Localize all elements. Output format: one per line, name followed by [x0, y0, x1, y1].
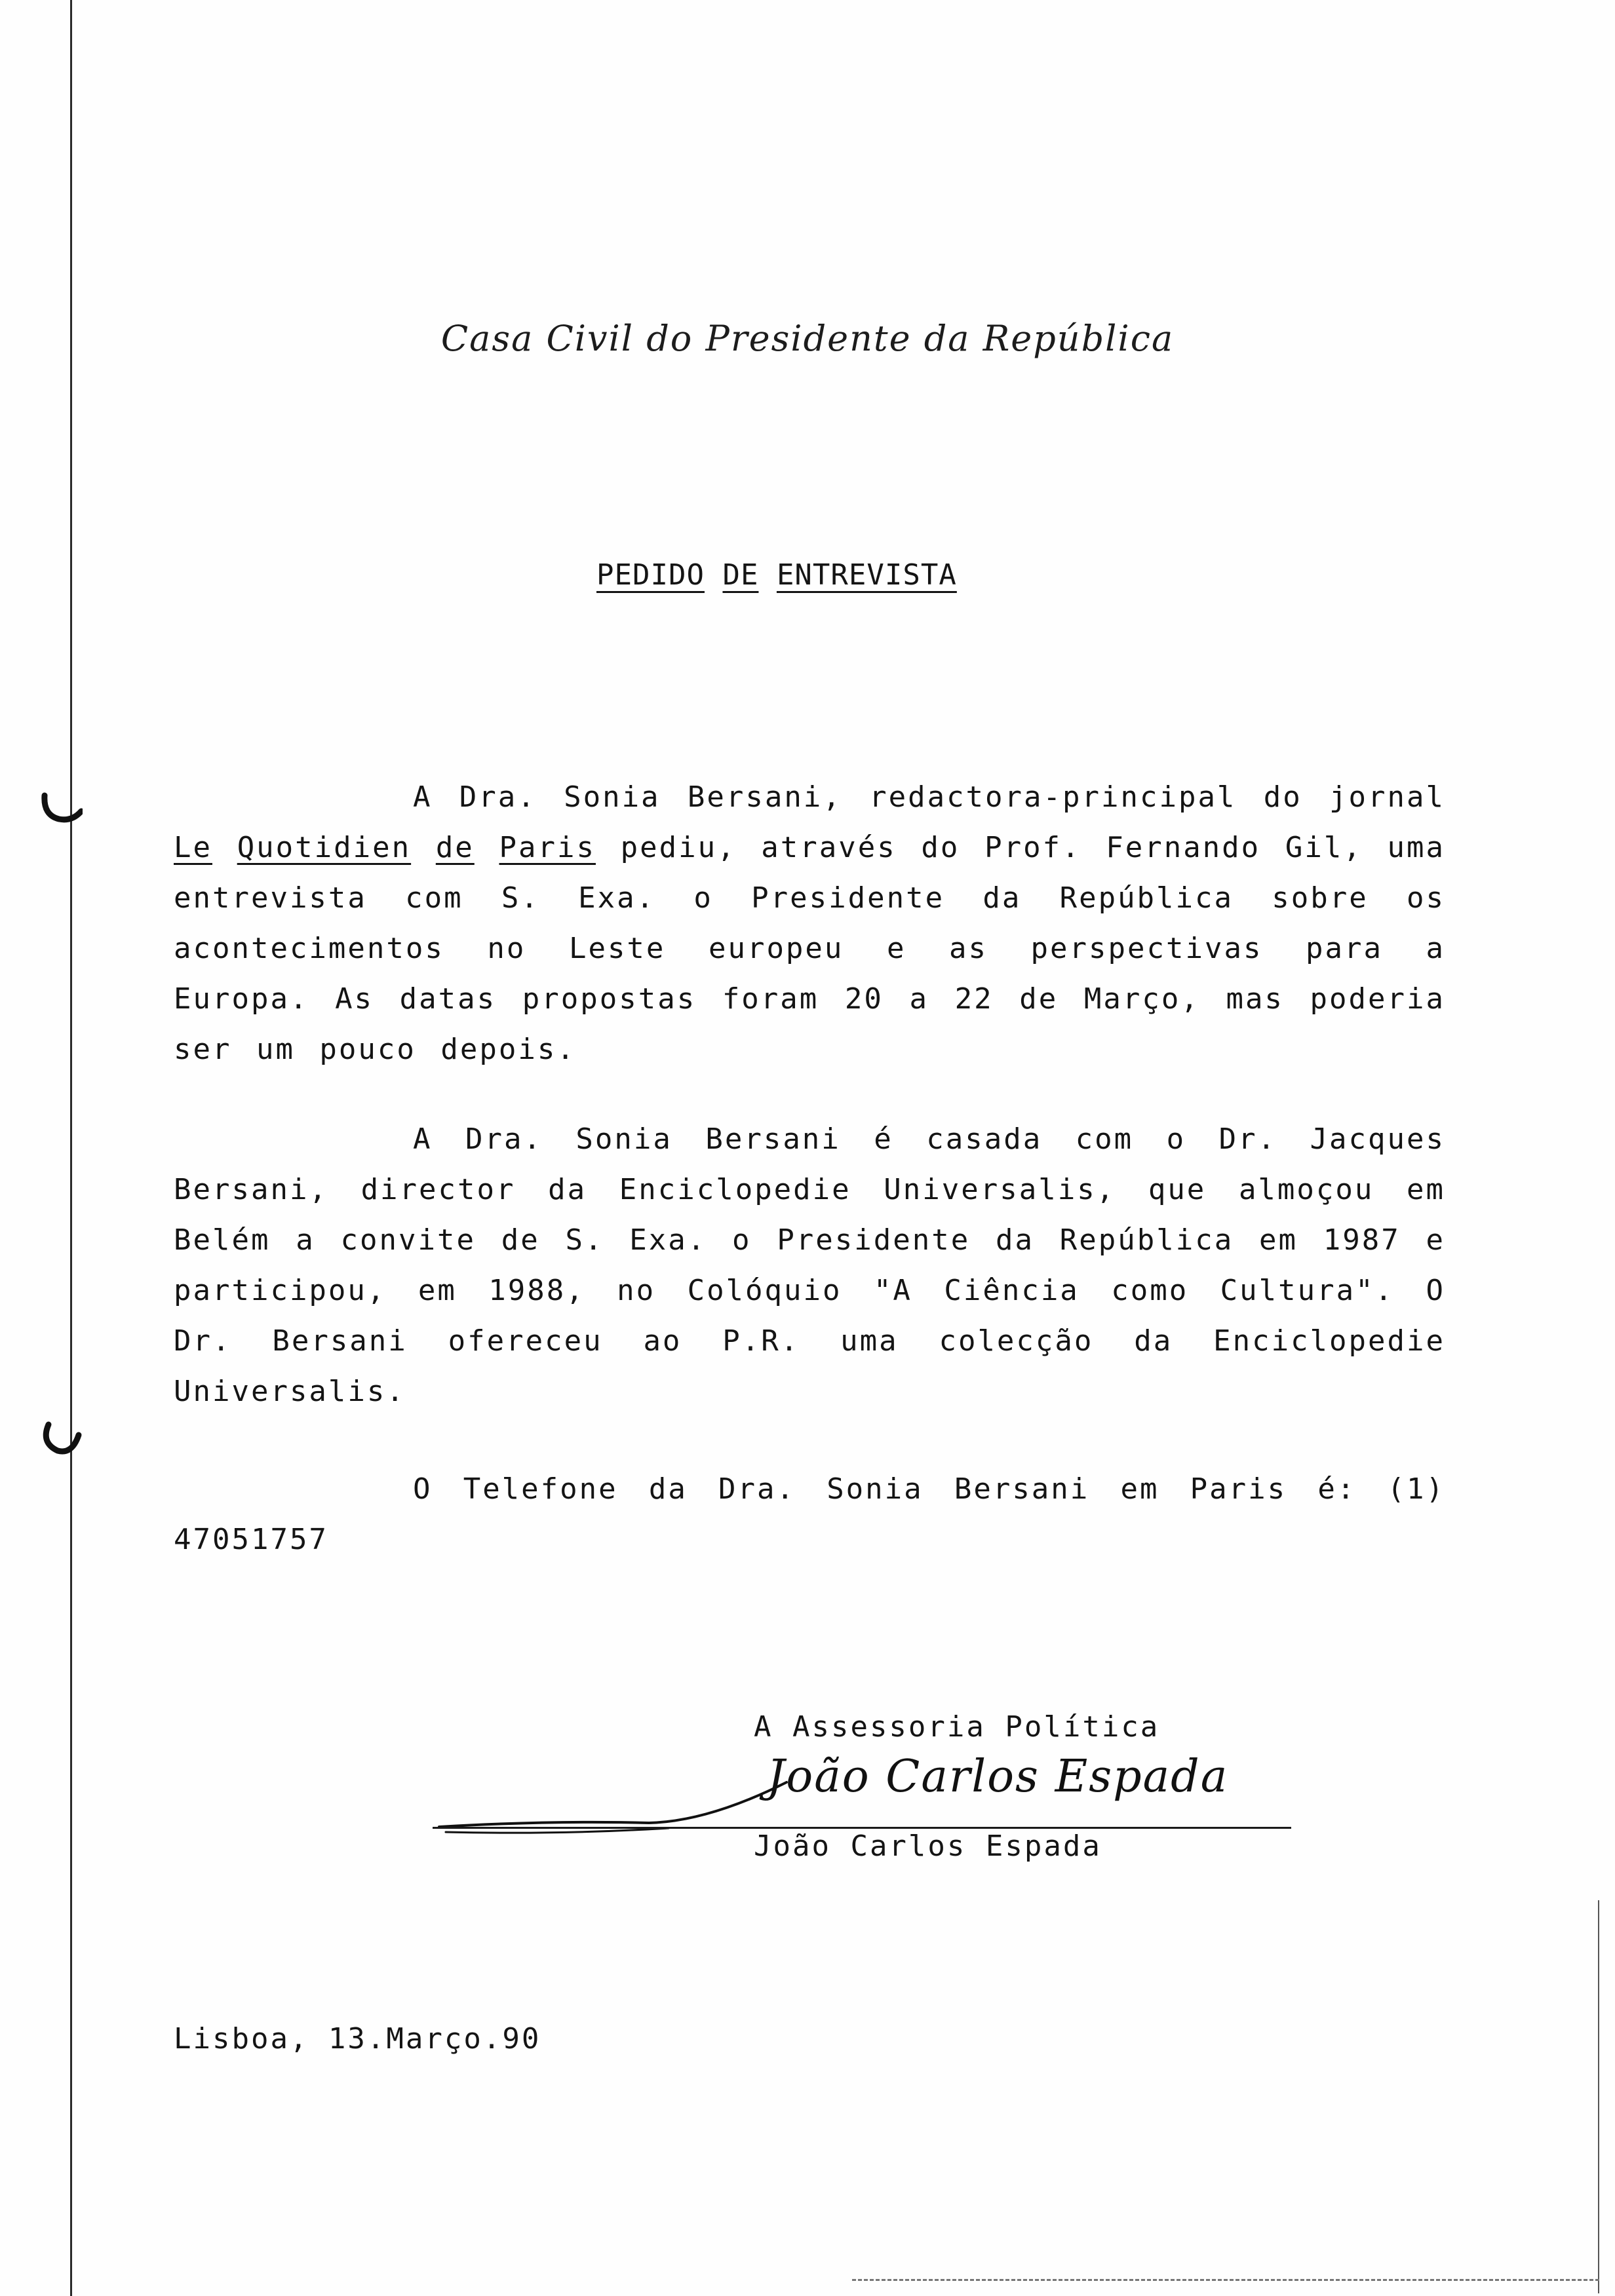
- journal-name: de: [435, 831, 475, 864]
- journal-name: Quotidien: [237, 831, 412, 864]
- signature-flourish-icon: [433, 1769, 800, 1841]
- document-date: Lisboa, 13.Março.90: [174, 2022, 541, 2056]
- title-word: ENTREVISTA: [776, 558, 957, 592]
- paragraph-text: pediu, através do Prof. Fernando Gil,: [620, 831, 1363, 864]
- letterhead: Casa Civil do Presidente da República: [440, 318, 1175, 359]
- document-title: [596, 558, 957, 592]
- paragraph-request: [174, 772, 1445, 1075]
- signer-name: João Carlos Espada: [754, 1829, 1102, 1863]
- signature-line: [433, 1827, 1291, 1829]
- paragraph-telephone: [174, 1464, 1445, 1565]
- paragraph-text: A Dra. Sonia Bersani, redactora-principal do jornal: [413, 780, 1445, 814]
- paragraph-text: O Telefone da Dra. Sonia Bersani em Paris é: (1) 47051757: [174, 1472, 1445, 1556]
- signature-office: A Assessoria Política: [754, 1710, 1160, 1744]
- scan-bottom-marks: [852, 2279, 1599, 2282]
- paragraph-background: [174, 1114, 1445, 1417]
- punch-hole-icon: [39, 1421, 83, 1460]
- journal-name: Le: [174, 831, 212, 864]
- title-word: DE: [722, 558, 759, 592]
- punch-hole-icon: [39, 786, 83, 826]
- scan-right-edge: [1598, 1900, 1599, 2293]
- paragraph-text: A Dra. Sonia Bersani é casada com o Dr. Jacques Bersani, director da Enciclopedie Universalis, que almoçou em Belém a convite de S. Exa. o Presidente da República em 1987 e participou, em 1988, no Colóquio "A Ciência como Cultura". O Dr. Bersani ofereceu ao P.R. uma colecção da Enciclopedie Universalis.: [174, 1122, 1445, 1408]
- handwritten-signature: João Carlos Espada: [767, 1751, 1229, 1803]
- title-word: PEDIDO: [596, 558, 705, 592]
- journal-name: Paris: [499, 831, 596, 864]
- paragraph-text: uma entrevista com S. Exa. o Presidente da República sobre os acontecimentos no Leste europeu e as perspectivas para a Europa. As datas propostas foram 20 a 22 de Março, mas poderia ser um pouco depois.: [174, 831, 1445, 1066]
